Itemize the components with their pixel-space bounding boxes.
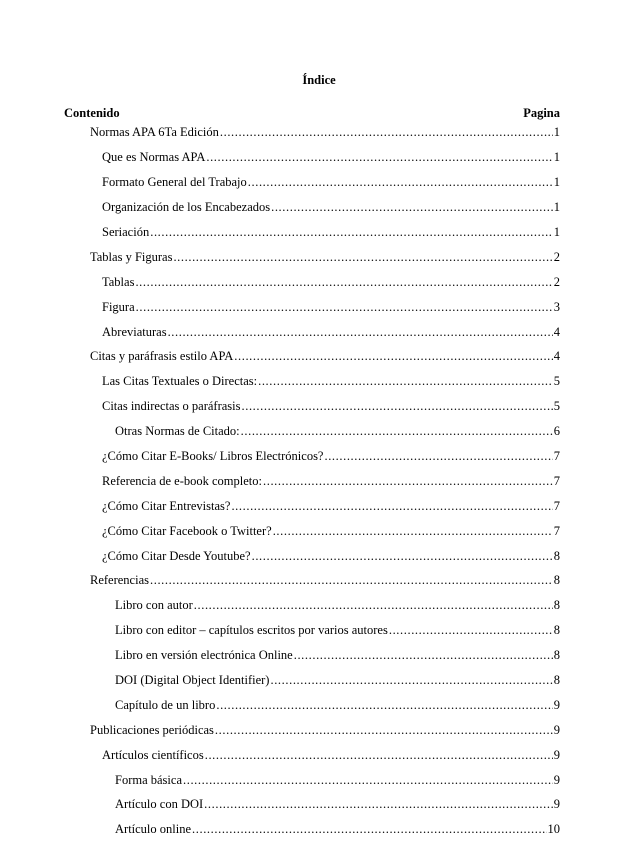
toc-entry-row <box>102 149 638 165</box>
dot-leader <box>136 299 553 315</box>
toc-entry-row <box>90 124 638 140</box>
toc-entry-text: Las Citas Textuales o Directas: <box>102 374 258 389</box>
toc-entry-page-number: 8 <box>553 648 560 663</box>
toc-entry-text: Tablas y Figuras <box>90 249 173 264</box>
toc-entry[interactable] <box>0 419 638 444</box>
toc-entry[interactable] <box>0 593 638 618</box>
toc-entry-page-number: 8 <box>553 548 560 563</box>
toc-entry-page-number: 10 <box>547 822 560 837</box>
toc-entry[interactable] <box>0 244 638 269</box>
toc-entry-page-number: 4 <box>553 324 560 339</box>
toc-entry-page-number: 7 <box>553 498 560 513</box>
toc-entry[interactable] <box>0 269 638 294</box>
toc-entry[interactable] <box>0 294 638 319</box>
toc-entry-row <box>115 647 638 663</box>
toc-entry-row <box>115 672 638 688</box>
toc-entry[interactable] <box>0 568 638 593</box>
toc-entry-page-number: 9 <box>553 747 560 762</box>
toc-entry-page-number: 2 <box>553 274 560 289</box>
toc-entry-text: Normas APA 6Ta Edición <box>90 125 219 140</box>
toc-header-contents-label: Contenido <box>64 106 120 120</box>
toc-entry-row <box>115 772 638 788</box>
dot-leader <box>389 622 553 638</box>
toc-entry-text: ¿Cómo Citar Facebook o Twitter? <box>102 523 272 538</box>
toc-entry[interactable] <box>0 145 638 170</box>
toc-entry[interactable] <box>0 668 638 693</box>
dot-leader <box>231 498 552 514</box>
dot-leader <box>241 423 553 439</box>
toc-entry-row <box>102 324 638 340</box>
toc-entry[interactable] <box>0 195 638 220</box>
toc-entry-text: Seriación <box>102 225 150 239</box>
toc-entry-page-number: 9 <box>553 797 560 812</box>
toc-entry-text: Citas y paráfrasis estilo APA <box>90 349 234 364</box>
toc-entry-page-number: 5 <box>553 374 560 389</box>
dot-leader <box>205 747 553 763</box>
toc-entry-text: Tablas <box>102 274 135 289</box>
dot-leader <box>294 647 553 663</box>
toc-entry[interactable] <box>0 518 638 543</box>
toc-entry[interactable] <box>0 493 638 518</box>
dot-leader <box>270 672 552 688</box>
toc-entry-text: Libro en versión electrónica Online <box>115 648 293 663</box>
dot-leader <box>242 398 553 414</box>
toc-entry-text: Citas indirectas o paráfrasis <box>102 399 241 414</box>
toc-entry-text: Publicaciones periódicas <box>90 722 214 737</box>
toc-entry-page-number: 5 <box>553 399 560 414</box>
dot-leader <box>248 174 553 190</box>
toc-header-page-label: Pagina <box>523 106 560 120</box>
toc-header <box>64 106 560 121</box>
toc-entry-row <box>102 448 638 464</box>
toc-entry[interactable] <box>0 369 638 394</box>
toc-entry-row <box>102 523 638 539</box>
toc-entry-row <box>102 473 638 489</box>
toc-entry-page-number: 8 <box>553 623 560 638</box>
dot-leader <box>220 124 553 140</box>
dot-leader <box>216 697 552 713</box>
toc-entry-page-number: 7 <box>553 449 560 464</box>
toc-entry-page-number: 1 <box>553 225 560 239</box>
toc-entry-page-number: 9 <box>553 697 560 712</box>
toc-list <box>0 120 638 842</box>
toc-entry-page-number: 7 <box>553 473 560 488</box>
toc-entry-page-number: 2 <box>553 249 560 264</box>
toc-entry-text: Abreviaturas <box>102 324 167 339</box>
toc-entry-text: Artículo con DOI <box>115 797 204 812</box>
toc-entry-page-number: 8 <box>553 573 560 588</box>
toc-entry[interactable] <box>0 742 638 767</box>
dot-leader <box>194 597 553 613</box>
toc-entry-page-number: 6 <box>553 424 560 439</box>
dot-leader <box>271 199 553 215</box>
dot-leader <box>173 249 552 265</box>
toc-entry-text: Capítulo de un libro <box>115 697 216 712</box>
toc-entry-text: Figura <box>102 299 135 314</box>
toc-entry-row <box>102 199 638 215</box>
dot-leader <box>150 224 553 240</box>
toc-entry-page-number: 3 <box>553 299 560 314</box>
toc-entry-text: Forma básica <box>115 772 182 787</box>
toc-entry-row <box>102 548 638 564</box>
toc-entry-text: Libro con editor – capítulos escritos por varios autores <box>115 623 388 638</box>
toc-entry[interactable] <box>0 792 638 817</box>
toc-entry-row <box>102 299 638 315</box>
toc-entry-page-number: 1 <box>553 175 560 190</box>
toc-entry-row <box>102 174 638 190</box>
toc-entry-text: Que es Normas APA <box>102 150 206 165</box>
dot-leader <box>252 548 553 564</box>
toc-entry[interactable] <box>0 170 638 195</box>
toc-entry[interactable] <box>0 717 638 742</box>
toc-entry-row <box>115 821 638 837</box>
toc-entry-row <box>115 796 638 812</box>
dot-leader <box>258 373 553 389</box>
dot-leader <box>206 149 552 165</box>
toc-entry[interactable] <box>0 817 638 842</box>
toc-entry-text: Artículo online <box>115 822 192 837</box>
toc-entry-page-number: 1 <box>553 125 560 140</box>
toc-entry-text: Formato General del Trabajo <box>102 175 247 190</box>
toc-entry-row <box>115 423 638 439</box>
toc-entry-text: ¿Cómo Citar Desde Youtube? <box>102 548 251 563</box>
toc-entry[interactable] <box>0 692 638 717</box>
toc-entry-row <box>102 274 638 290</box>
toc-entry-row <box>102 498 638 514</box>
toc-entry-row <box>90 722 638 738</box>
toc-entry-text: Otras Normas de Citado: <box>115 424 240 439</box>
toc-entry[interactable] <box>0 120 638 145</box>
toc-entry[interactable] <box>0 543 638 568</box>
toc-entry-page-number: 7 <box>553 523 560 538</box>
toc-entry[interactable] <box>0 444 638 469</box>
toc-entry-text: ¿Cómo Citar E-Books/ Libros Electrónicos? <box>102 449 324 464</box>
toc-entry[interactable] <box>0 394 638 419</box>
toc-entry-row <box>102 747 638 763</box>
dot-leader <box>135 274 552 290</box>
dot-leader <box>324 448 552 464</box>
toc-entry-text: Referencia de e-book completo: <box>102 473 262 488</box>
toc-entry-text: DOI (Digital Object Identifier) <box>115 673 270 688</box>
dot-leader <box>263 473 553 489</box>
dot-leader <box>192 821 546 837</box>
dot-leader <box>150 572 553 588</box>
dot-leader <box>204 796 553 812</box>
toc-entry-text: Artículos científicos <box>102 747 204 762</box>
toc-entry-row <box>102 398 638 414</box>
toc-entry-row <box>115 597 638 613</box>
toc-entry-page-number: 9 <box>553 772 560 787</box>
dot-leader <box>273 523 553 539</box>
dot-leader <box>183 772 553 788</box>
toc-entry-text: Organización de los Encabezados <box>102 200 271 215</box>
toc-entry-page-number: 1 <box>553 150 560 165</box>
toc-entry-text: Referencias <box>90 573 149 588</box>
toc-entry[interactable] <box>0 344 638 369</box>
toc-entry-row <box>102 373 638 389</box>
toc-entry[interactable] <box>0 468 638 493</box>
toc-entry[interactable] <box>0 319 638 344</box>
toc-entry-text: ¿Cómo Citar Entrevistas? <box>102 498 231 513</box>
toc-entry-page-number: 9 <box>553 722 560 737</box>
toc-entry-row <box>102 224 638 240</box>
toc-entry-page-number: 1 <box>553 200 560 215</box>
toc-entry-page-number: 8 <box>553 598 560 613</box>
toc-title: Índice <box>302 73 336 87</box>
toc-entry-page-number: 4 <box>553 349 560 364</box>
dot-leader <box>234 348 552 364</box>
toc-entry-text: Libro con autor <box>115 598 193 613</box>
toc-entry-page-number: 8 <box>553 673 560 688</box>
toc-entry-row <box>90 348 638 364</box>
dot-leader <box>168 324 553 340</box>
toc-entry-row <box>90 572 638 588</box>
toc-entry[interactable] <box>0 220 638 245</box>
toc-entry[interactable] <box>0 618 638 643</box>
dot-leader <box>215 722 553 738</box>
toc-entry-row <box>90 249 638 265</box>
toc-entry[interactable] <box>0 643 638 668</box>
toc-entry-row <box>115 697 638 713</box>
toc-entry[interactable] <box>0 767 638 792</box>
toc-entry-row <box>115 622 638 638</box>
